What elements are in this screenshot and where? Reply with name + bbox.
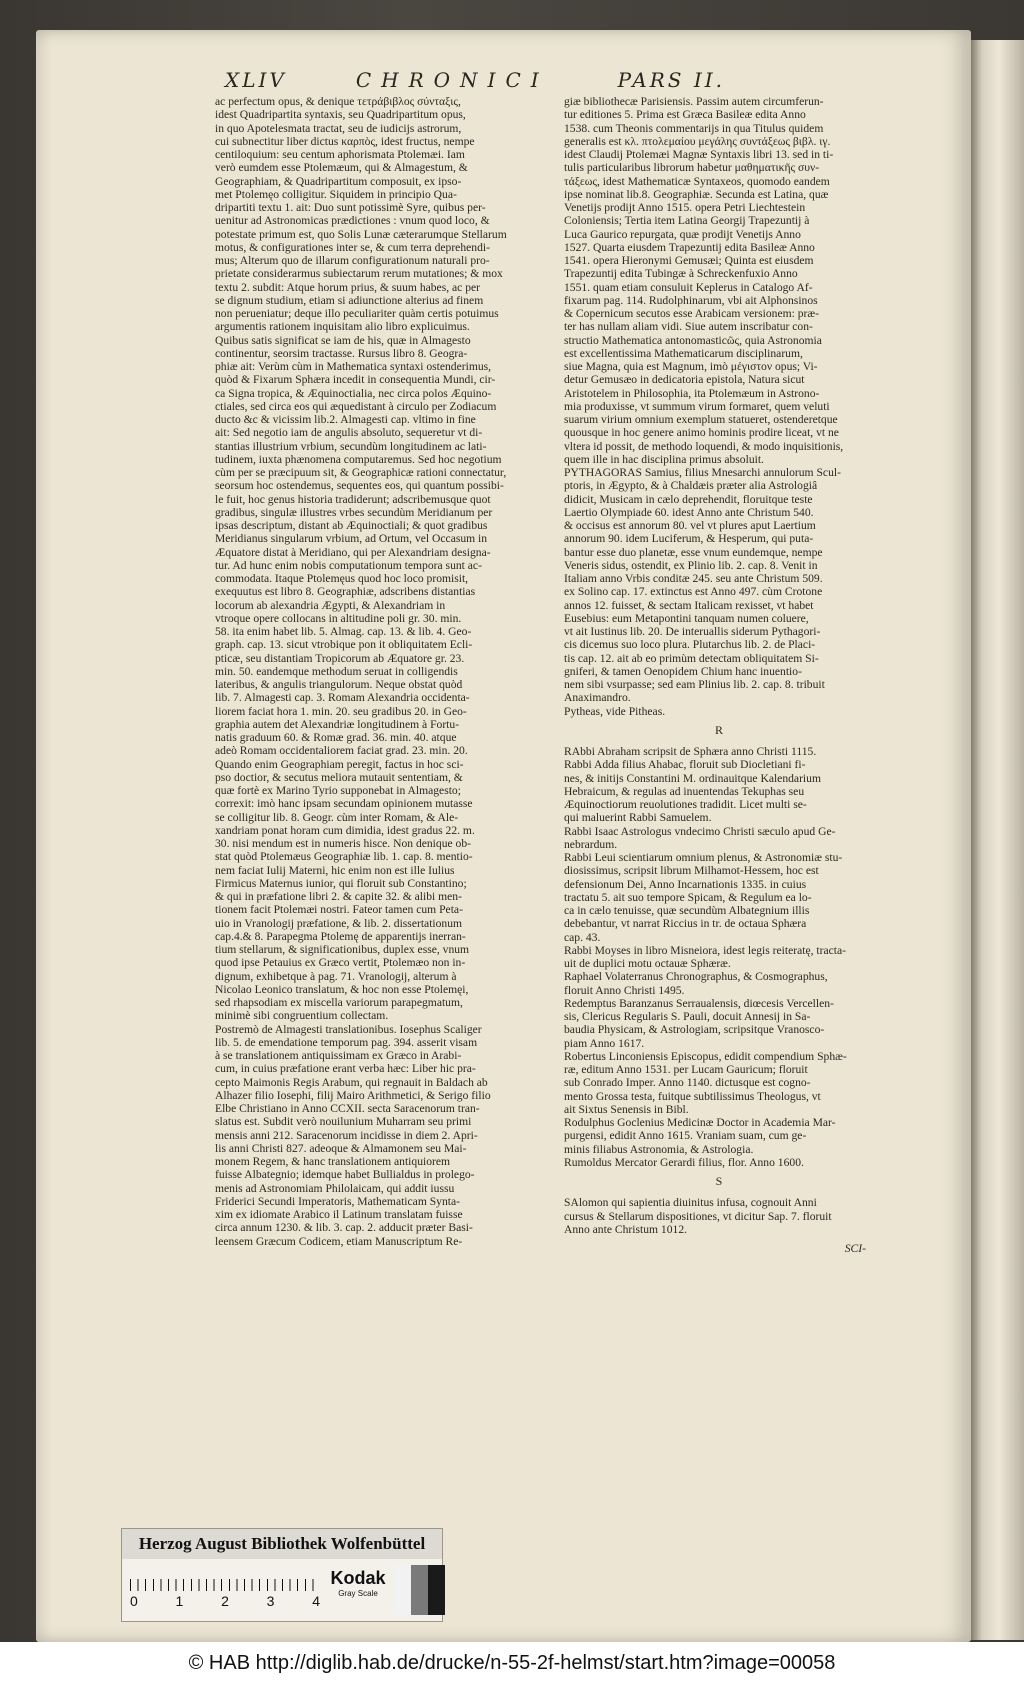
text-line: & qui in præfatione libri 2. & capite 32. & alibi men- [215,890,462,903]
text-line: annorum 90. idem Luciferum, & Hesperum, qui puta- [564,532,814,546]
text-line: uio in Vranologij præfatione, & lib. 2. dissertationum [215,916,463,930]
text-line: piam Anno 1617. [564,1036,645,1050]
text-line: ctiales, sed circa eos qui æquedistant à circulo per Zodiacum [215,399,497,413]
text-line: 1527. Quarta eiusdem Trapezuntij edita Basileæ Anno [564,240,815,254]
text-line: Meridianus singularum vrbium, ad Ortum, vel Occasum in [215,532,488,546]
text-line: leensem Græcum Codicem, etiam Manuscriptum Re- [215,1234,463,1248]
text-line: le fuit, hoc genus historia tradiderunt; adscribemusque quot [215,492,491,506]
text-line: vt ait Iustinus lib. 20. De interuallis siderum Pythagori- [564,625,821,638]
text-line: minimè sibi congruentium collectam. [215,1009,389,1023]
text-line: Firmicus Maternus iunior, qui floruit sub Constantino; [215,876,467,890]
text-line: est excellentissima Mathematicarum disciplinarum, [564,346,803,360]
text-line: 1541. opera Hieronymi Gemusæi; Quinta est eiusdem [564,254,814,267]
text-line: ipse nominat lib.8. Geographiæ. Secunda est Latina, quæ [564,187,829,201]
text-line: quem ille in hac disciplina primus absoluit. [564,452,764,466]
text-line: cis dicemus suo loco plura. Plutarchus lib. 2. de Placi- [564,638,816,652]
running-head [225,68,725,92]
text-line: mia produxisse, vt summum virum formaret, quem veluti [564,399,830,413]
text-line: Rabbi Adda filius Ahabac, floruit sub Diocletiani fi- [564,758,806,772]
left-column [215,95,540,1248]
text-line: Robertus Linconiensis Episcopus, edidit compendium Sphæ- [564,1049,847,1063]
text-line: cum, in cuius præfatione erant verba hæc: Liber hic pra- [215,1062,476,1076]
text-line: Nicolao Leonico translatum, & hoc non esse Ptolemęi, [215,982,469,996]
text-line: mus; Alterum quo de illarum configurationum naturali pro- [215,254,490,267]
text-line: & occisus est annorum 80. vel vt plures aput Laertium [564,519,816,532]
gray-scale-label: Gray Scale [338,1589,378,1598]
text-line: in quo Apotelesmata tractat, seu de iudicijs astrorum, [215,121,462,135]
text-line: Redemptus Baranzanus Serraualensis, diœcesis Vercellen- [564,996,834,1010]
text-line: tudinem, iuxta phænomena computaremus. Sed hoc negotium [215,452,502,466]
text-line: ca Signa tropica, & Æquinoctialia, nec circa polos Æquino- [215,386,492,400]
text-line: Italiam anno Vrbis conditæ 245. seu ante Christum 509. [564,572,823,585]
text-line: Trapezuntij edita Tubingæ à Schreckenfuxio Anno [564,267,798,281]
kodak-label [327,1567,389,1615]
text-line: nes, & initijs Constantini M. ordinauitque Kalendarium [564,771,821,785]
text-line: Luca Gaurico repurgata, quæ prodijt Venetijs Anno [564,227,801,241]
text-line: sed rhapsodiam ex miscella variorum parapegmatum, [215,996,463,1009]
text-line: baudia Physicam, & Astrologiam, scripsitque Vranosco- [564,1023,825,1037]
text-line: Venetijs prodijt Anno 1515. opera Petri Liechtestein [564,201,806,214]
text-line: uenitur ad Astronomicas prædictiones : vnum quod loco, & [215,214,490,228]
catchword: SCI- [844,1242,866,1255]
text-line: nem faciat Iulij Materni, hic enim non est ille Iulius [215,863,455,877]
text-line: annos 12. fuisset, & sectam Italicam rexisset, vt habet [564,598,814,612]
text-line: continentur, seorsim tractasse. Rursus libro 8. Geogra- [215,346,468,360]
text-line: debebantur, vt narrat Riccius in tr. de octaua Sphæra [564,917,807,931]
text-line: vtroque opere collocans in altitudine poli gr. 30. min. [215,611,462,625]
text-line: se colligitur lib. 8. Geogr. cùm inter Romam, & Ale- [215,810,459,824]
gray-swatch-mid [411,1565,428,1615]
text-line: gniferi, & tamen Oenopidem Chium hanc inuentio- [564,664,802,678]
text-line: monem Regem, & hanc translationem antiquiorem [215,1155,451,1168]
text-line: generalis est κλ. πτολεμαίου μεγάλης συντάξεως βιβλ. ιγ. [564,134,831,148]
ruler-number: 3 [266,1593,275,1609]
text-line: stantias illustrium vrbium, secundùm longitudinem ac lati- [215,439,487,453]
ruler-numbers [130,1593,320,1609]
text-line: min. 50. eandemque methodum seruat in colligendis [215,664,458,678]
text-line: Rabbi Moyses in libro Misneiora, idest legis reiteratę, tracta- [564,943,847,957]
text-line: cursus & Stellarum dispositiones, vt dicitur Sap. 7. floruit [564,1209,832,1223]
text-line: Æquinoctiorum reuolutiones tradidit. Licet multi se- [564,798,807,811]
text-line: ait: Sed negotio iam de angulis absoluto, sequeretur vt di- [215,426,483,440]
ruler-number: 4 [312,1593,320,1609]
text-line: slatus est. Subdit verò nouilunium Muharram seu primi [215,1115,472,1129]
text-line: gradibus, singulæ illustres vrbes secundùm Meridianum per [215,505,493,519]
ruler-number: 2 [221,1593,229,1609]
text-line: textu 2. subdit: Atque horum prius, & suum habes, ac per [215,280,481,294]
text-line: mensis anni 212. Saracenorum incidisse in diem 2. Apri- [215,1128,478,1142]
text-line: ca in cælo tenuisse, quæ secundùm Albategnium illis [564,904,810,917]
text-line: SAlomon qui sapientia diuinitus infusa, cognouit Anni [564,1196,817,1210]
text-line: Veneris sidus, ostendit, ex Plinio lib. 2. cap. 8. Venit in [564,558,818,572]
text-line: didicit, Musicam in cælo deprehendit, floruitque teste [564,492,813,506]
text-line: à se translationem antiquissimam ex Græco in Arabi- [215,1049,462,1062]
text-line: pticæ, seu distantiam Tropicorum ab Æquatore gr. 23. [215,651,465,665]
text-line: detur Gemusæo in dedicatoria epistola, Natura sicut [564,373,805,387]
text-line: motus, & configurationes inter se, & cum terra deprehendi- [215,240,490,254]
text-line: ducto &c & vicissim lib.2. Almagesti cap. vltimo in fine [215,413,476,426]
text-line: Æquatore distat à Meridiano, qui per Alexandriam designa- [215,545,491,559]
text-line: locorum ab alexandria Ægypti, & Alexandriam in [215,598,446,612]
text-line: bantur esse duo planetæ, esse vnum eundemque, nempe [564,545,823,559]
text-line: ait Sixtus Senensis in Bibl. [564,1102,689,1116]
right-column [564,95,874,1255]
library-name: Herzog August Bibliothek Wolfenbüttel [122,1529,442,1559]
text-line: defensionum Dei, Anno Incarnationis 1335. in cuius [564,877,807,891]
text-line: cap.4.& 8. Parapegma Ptolemę de apparentijs inerran- [215,929,466,943]
text-line: structio Mathematica antonomasticῶς, quia Astronomia [564,333,822,347]
text-line: Anno ante Christum 1012. [564,1222,688,1236]
right-column-top-text [564,95,874,718]
text-line: Rodulphus Goclenius Medicinæ Doctor in Academia Mar- [564,1116,836,1129]
section-s-entries [564,1196,874,1236]
text-line: Rabbi Isaac Astrologus vndecimo Christi sæculo apud Ge- [564,824,836,838]
text-line: se dignum studium, etiam si adiunctione alterius ad finem [215,293,484,307]
text-line: exequutus est libro 8. Geographiæ, adscribens distantias [215,585,476,599]
kodak-brand: Kodak [330,1568,386,1588]
text-line: tium stellarum, & significationibus, duplex esse, vnum [215,943,470,956]
text-line: stat quòd Ptolemæus Geographiæ lib. 1. cap. 8. mentio- [215,850,473,864]
text-line: xandriam ponat horam cum dimidia, idest gradus 22. m. [215,823,475,837]
scale-ruler [130,1569,320,1591]
text-line: siue Magna, quia est Magnum, imò μέγιστον opus; Vi- [564,360,818,373]
text-line: xim ex idiomate Arabico il Latinum translatam fuisse [215,1208,463,1221]
text-line: ipsas descriptum, distant ab Æquinoctiali; & quot gradibus [215,519,488,532]
text-line: pso doctior, & secutus meliora mutauit sententiam, & [215,770,463,784]
text-line: potestate primum est, quo Solis Lunæ cæterarumque Stellarum [215,227,507,241]
text-line: tur editiones 5. Prima est Græca Basileæ edita Anno [564,108,806,122]
text-line: uit de duplici motu octauæ Sphæræ. [564,957,731,970]
copyright-footer: © HAB http://diglib.hab.de/drucke/n-55-2f-helmst/start.htm?image=00058 [0,1642,1024,1684]
text-line: Raphael Volaterranus Chronographus, & Cosmographus, [564,970,828,984]
text-line: Quibus satis significat se iam de his, quæ in Almagesto [215,333,471,347]
text-line: fixarum pag. 114. Rudolphinarum, vbi ait Alphonsinos [564,293,818,307]
text-line: ptoris, in Ægypto, & à Chaldæis præter alia Astrologiâ [564,479,818,493]
text-line: argumentis rationem inquisitam alio libro explicuimus. [215,320,470,334]
gray-swatch-light [394,1565,411,1615]
color-calibration-bar [121,1528,443,1622]
text-line: Eusebius: eum Metapontini tanquam numen coluere, [564,611,809,625]
text-line: verò eumdem esse Ptolemæum, qui & Almagestum, & [215,161,468,175]
text-line: Rumoldus Mercator Gerardi filius, flor. Anno 1600. [564,1155,804,1169]
text-line: centiloquium: seu centum aphorismata Ptolemæi. Iam [215,148,465,161]
text-line: natis graduum 60. & Romæ grad. 36. min. 40. atque [215,731,457,744]
text-line: sis, Clericus Regularis S. Pauli, docuit Annesij in Sa- [564,1010,811,1023]
text-line: Coloniensis; Tertia item Latina Georgij Trapezuntij à [564,214,810,228]
text-line: 30. nisi mendum est in numeris hisce. Non denique ob- [215,837,471,850]
text-line: ex Solino cap. 17. extinctus est Anno 497. cùm Crotone [564,585,823,599]
text-line: Alhazer filio Iosephi, filij Mairo Arithmetici, & Serigo filio [215,1088,491,1102]
text-line: 1538. cum Theonis commentarijs in qua Titulus quidem [564,121,824,135]
text-line: cui subnectitur liber dictus καρπὸς, idest fructus, nempe [215,134,475,148]
text-line: circa annum 1230. & lib. 3. cap. 2. adducit præter Basi- [215,1221,473,1235]
text-line: quòd & Fixarum Sphæra incedit in consequentia Mundi, cir- [215,373,496,387]
text-line: dignum, exhibetque à pag. 71. Vranologij, alterum à [215,969,457,983]
text-line: giæ bibliothecæ Parisiensis. Passim autem circumferun- [564,95,824,108]
text-line: dripartiti textu 1. ait: Duo sunt potissimè Syre, quibus per- [215,201,486,214]
text-line: RAbbi Abraham scripsit de Sphæra anno Christi 1115. [564,745,817,758]
text-line: nem sibi vsurpasse; sed eam Plinius lib. 2. cap. 8. tribuit [564,678,825,691]
text-line: idest Claudij Ptolemæi Magnæ Syntaxis libri 13. sed in ti- [564,148,834,161]
text-line: Aristotelem in Philosophia, ita Ptolemæum in Astrono- [564,386,820,400]
text-line: & Copernicum secutos esse Arabicam versionem: præ- [564,307,819,320]
section-heading-r: R [714,722,723,737]
text-line: tractatu 5. ait suo tempore Spicam, & Regulum ea lo- [564,890,812,904]
text-line: Rabbi Leui scientiarum omnium plenus, & Astronomiæ stu- [564,851,843,864]
text-line: tionem facit Ptolemæi nostri. Fateor tamen cum Peta- [215,903,463,917]
text-line: fuisse Albategnio; idemque habet Bullialdus in prolego- [215,1168,475,1182]
text-line: 1551. quam etiam consuluit Keplerus in Catalogo Af- [564,280,813,294]
text-line: mento Grossa testa, fuitque subtilissimus Theologus, vt [564,1089,821,1103]
text-line: graphia autem det Alexandriæ longitudinem à Fortu- [215,717,460,731]
text-line: prietate considerarmus subiectarum rerum mutationes; & mox [215,267,503,281]
text-line: lib. 5. de emendatione temporum pag. 394. asserit visam [215,1035,478,1049]
section-r-entries [564,745,874,1169]
text-line: Friderici Secundi Imperatoris, Mathematicam Synta- [215,1194,461,1208]
text-line: seorsum hoc ostendemus, sequentes eos, qui quantum possibi- [215,479,504,493]
text-line: commodata. Itaque Ptolemęus quod hoc loco promisit, [215,572,469,585]
text-line: ter has nullam aliam vidi. Siue autem inscribatur con- [564,320,813,334]
text-line: diosissimus, scripsit librum Milhamot-Hessem, hoc est [564,864,819,878]
text-line: Geographiam, & Quadripartitum composuit, ex ipso- [215,174,462,188]
ruler-number: 1 [175,1593,184,1609]
text-line: 58. ita enim habet lib. 5. Almag. cap. 13. & lib. 4. Geo- [215,625,472,638]
text-line: minis filiabus Astronomia, & Astrologia. [564,1142,754,1156]
text-line: Anaximandro. [564,691,631,705]
text-line: nebrardum. [564,837,618,851]
text-line: tur. Ad hunc enim nobis computationum tempora sunt ac- [215,558,482,572]
running-part: PARS II. [617,68,725,92]
text-line: adeò Romam occidentaliorem faciat grad. 23. min. 20. [215,744,468,758]
running-title: CHRONICI [355,68,549,92]
text-line: τάξεως, idest Mathematicæ Syntaxeos, quomodo eandem [564,174,830,188]
text-line: Quando enim Geographiam peregit, factus in hoc sci- [215,757,464,771]
text-line: quousque in hoc genere animo hominis prodire liceat, vt ne [564,426,839,440]
text-line: quod ipse Petauius ex Græco vertit, Ptolemæo non in- [215,956,466,970]
section-heading-s: S [715,1174,723,1188]
text-line: cùm per se præcipuum sit, & Geographicæ rationi connectatur, [215,466,507,479]
text-line: suarum virium omnium exemplum statueret, ostenderetque [564,413,838,426]
text-line: lis anni Christi 827. adeoque & Almamonem seu Mai- [215,1141,467,1155]
gray-swatch-dark [428,1565,445,1615]
text-line: floruit Anno Christi 1495. [564,983,685,997]
text-line: Laertio Olympiade 60. idest Anno ante Christum 540. [564,505,814,519]
text-line: met Ptolemęo colligitur. Siquidem in principio Qua- [215,187,457,201]
text-line: quæ fortè ex Marino Tyrio supponebat in Almagesto; [215,784,461,797]
text-line: Pytheas, vide Pitheas. [564,704,666,718]
text-line: liorem faciat hora 1. min. 20. seu gradibus 20. in Geo- [215,704,467,718]
text-line: Postremò de Almagesti translationibus. Iosephus Scaliger [215,1022,482,1036]
text-line: sub Conrado Imper. Anno 1140. dictusque est cogno- [564,1076,811,1090]
text-line: tulis particularibus librorum habetur μαθηματικῆς συν- [564,161,820,175]
page-number: XLIV [225,68,287,92]
text-line: non perueniatur; deque illo peculiariter quàm certis potuimus [215,307,499,320]
text-line: ræ, editum Anno 1531. per Lucam Gauricum; floruit [564,1063,808,1076]
text-line: cepto Maimonis Regis Arabum, qui regnauit in Baldach ab [215,1075,488,1089]
text-line: ac perfectum opus, & denique τετράβιβλος σύνταξις, [215,95,461,108]
text-line: cap. 43. [564,930,601,944]
text-line: graph. cap. 13. sicut vtrobique pon it obliquitatem Ecli- [215,638,473,652]
text-line: idest Quadripartita syntaxis, seu Quadripartitum opus, [215,108,466,122]
text-line: Hebraicum, & regulas ad inuentendas Tekuphas seu [564,784,805,798]
text-line: lib. 7. Almagesti cap. 3. Romam Alexandria occidenta- [215,691,470,705]
text-line: purgensi, edidit Anno 1615. Vraniam suam, cum ge- [564,1129,807,1143]
facing-page-edge [968,40,1024,1640]
ruler-number: 0 [130,1593,138,1609]
text-line: lateribus, & angulis triangulorum. Neque obstat quòd [215,678,463,691]
text-line: qui maluerint Rabbi Samuelem. [564,811,712,825]
text-line: vltera id possit, de methodo loquendi, & modo inquisitionis, [564,439,844,453]
text-line: menis ad Astronomiam Philolaicam, qui addit iussu [215,1181,455,1195]
text-line: phiæ ait: Verùm cùm in Mathematica syntaxi ostenderimus, [215,360,492,373]
text-line: PYTHAGORAS Samius, filius Mnesarchi annulorum Scul- [564,466,841,479]
text-line: Elbe Christiano in Anno CCXII. secta Saracenorum tran- [215,1102,480,1115]
text-line: tis cap. 12. ait ab eo primùm detectam obliquitatem Si- [564,651,819,665]
text-line: correxit: imò hanc ipsam secundam opinionem mutasse [215,797,473,811]
